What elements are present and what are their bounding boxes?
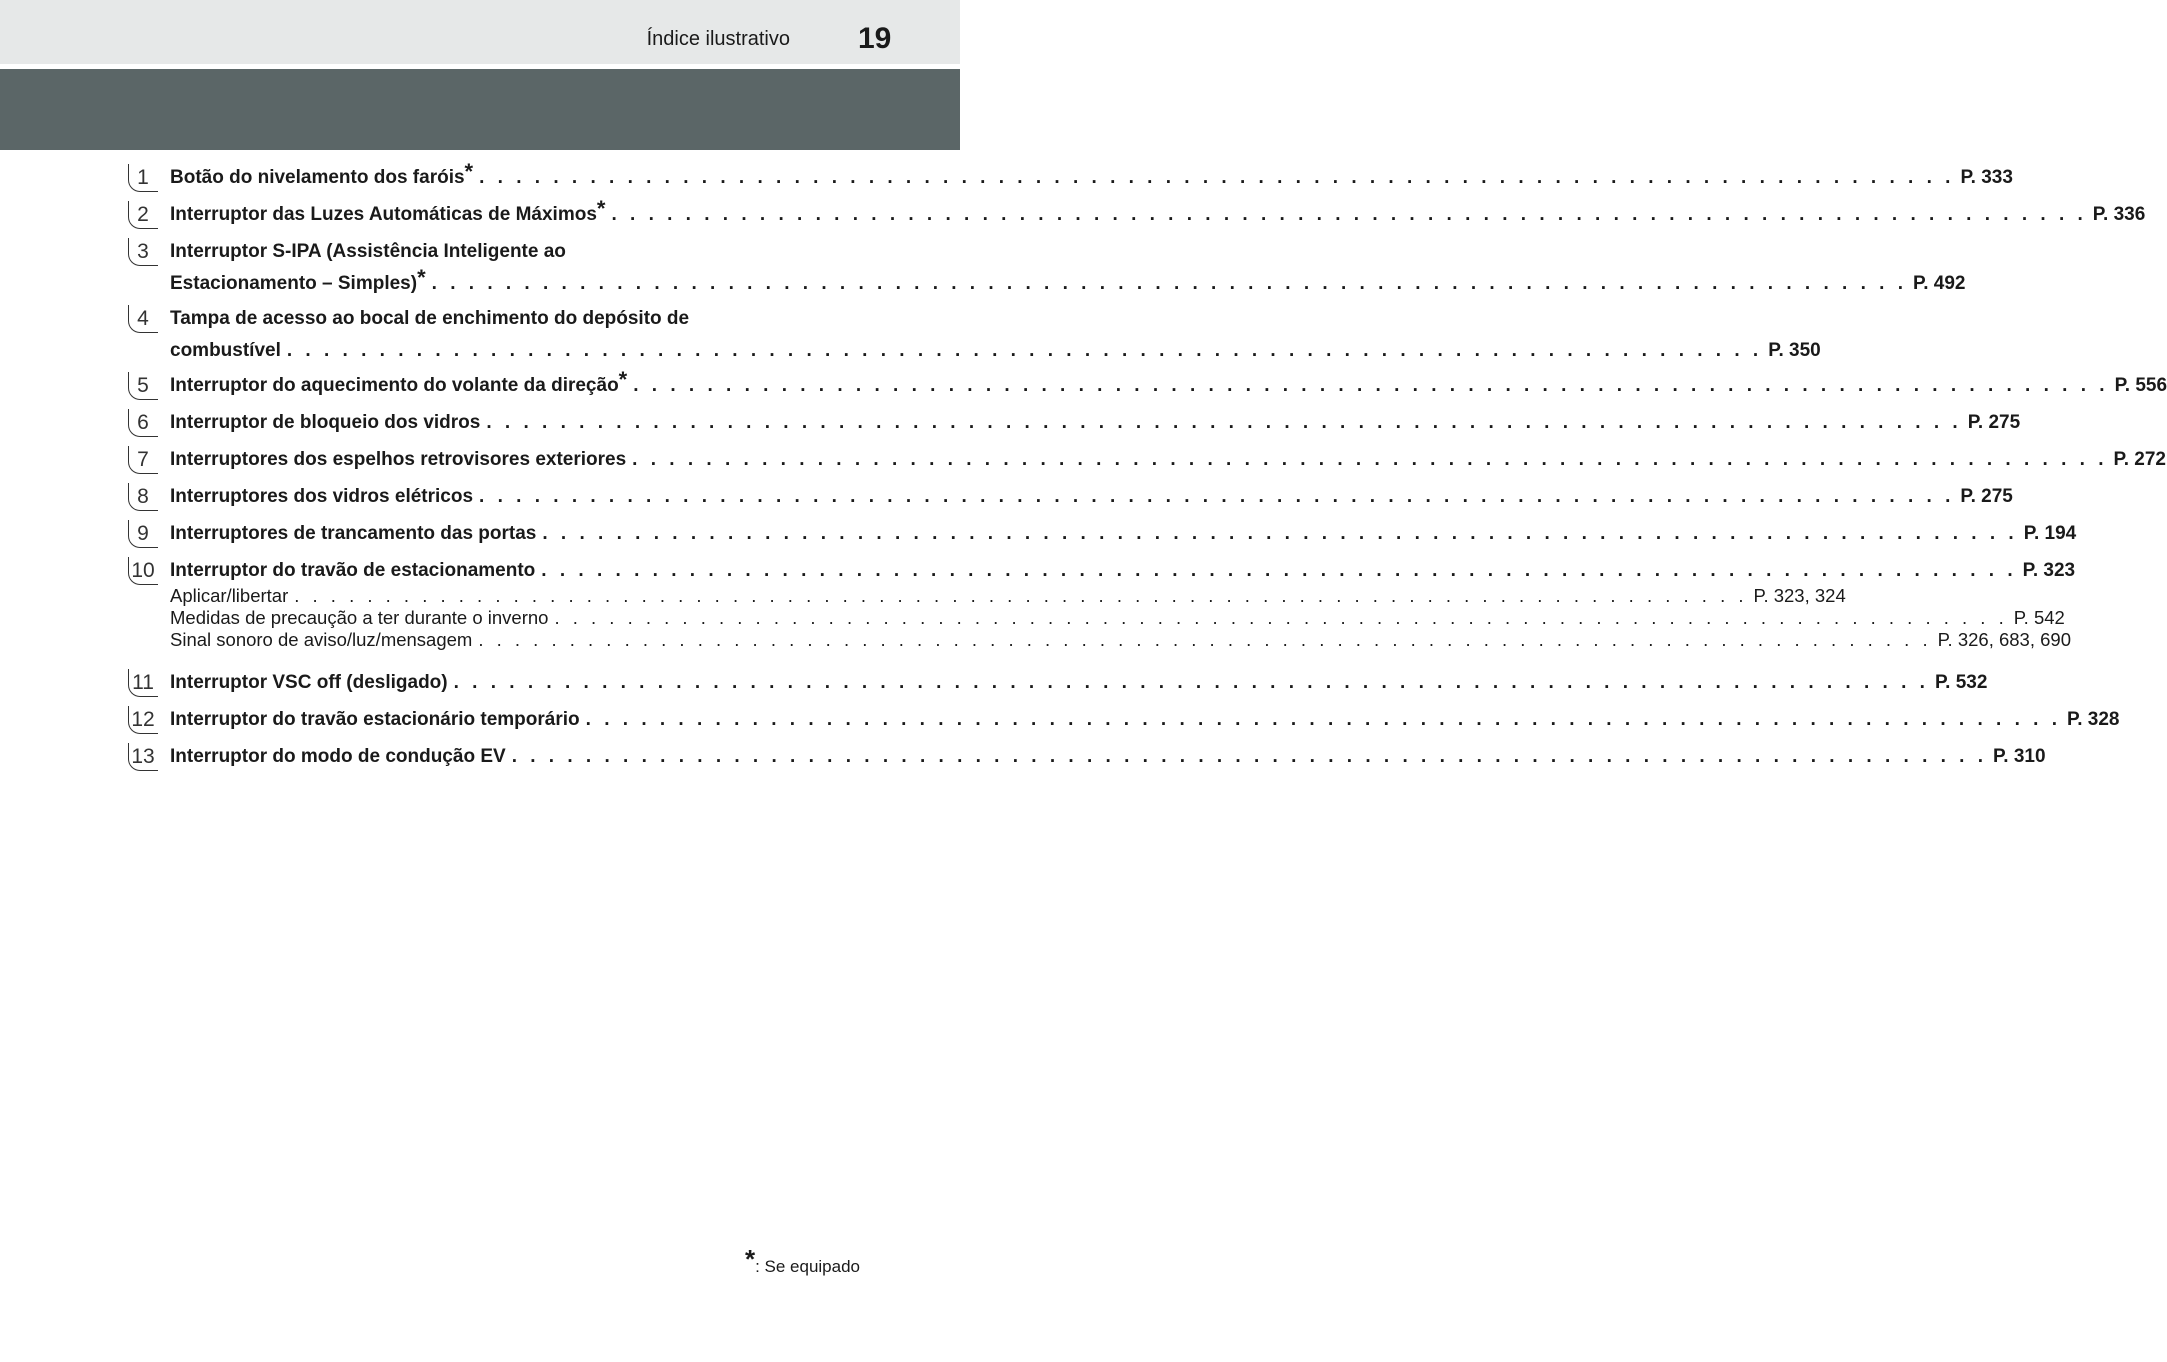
entry-number: 13 — [131, 745, 155, 768]
sub-entry-line — [170, 629, 2071, 651]
entry-line — [170, 708, 2120, 732]
dot-leader: . . . . . . . . . . . . . . . . . . . . . . . . . . . . . . . . . . . . . . . . . . . . . . . . . . . . . . . . . . . . . . . . . . . . . . . . . . . . . . . . — [554, 607, 2008, 628]
entry-line — [170, 411, 2021, 435]
page-reference: P. 275 — [1960, 486, 2013, 507]
entry-text: Interruptor S-IPA (Assistência Inteligente ao — [170, 241, 566, 262]
entry-text: Interruptores de trancamento das portas — [170, 523, 537, 544]
entry-number-badge — [128, 371, 158, 401]
page-reference: P. 326, 683, 690 — [1937, 629, 2071, 650]
equipment-star: * — [618, 367, 628, 392]
entry-number: 9 — [137, 522, 149, 545]
entry-text: Interruptor do aquecimento do volante da direção — [170, 375, 619, 396]
entry-line — [170, 196, 2146, 227]
entry-number: 3 — [137, 240, 149, 263]
entry-text: Sinal sonoro de aviso/luz/mensagem — [170, 629, 473, 650]
entry-number: 1 — [137, 166, 149, 189]
entry-text: combustível — [170, 340, 281, 361]
entry-number-badge — [128, 742, 158, 772]
entry-number-badge — [128, 705, 158, 735]
equipment-star: * — [417, 265, 426, 290]
entry-line — [170, 307, 826, 331]
entry-text: Aplicar/libertar — [170, 585, 289, 606]
page-reference: P. 350 — [1768, 340, 1821, 361]
dot-leader: . . . . . . . . . . . . . . . . . . . . . . . . . . . . . . . . . . . . . . . . . . . . . . . . . . . . . . . . . . . . . . . . . . . . . . . . . . . . . . . . — [542, 523, 2018, 544]
entry-number-badge — [128, 237, 158, 267]
sub-entry-line — [170, 607, 2065, 629]
entry-text: Medidas de precaução a ter durante o inverno — [170, 607, 549, 628]
page-reference: P. 272 — [2113, 449, 2166, 470]
dot-leader: . . . . . . . . . . . . . . . . . . . . . . . . . . . . . . . . . . . . . . . . . . . . . . . . . . . . . . . . . . . . . . . . . . . . . . . . . . . . . . . . — [453, 672, 1929, 693]
entry-number: 10 — [131, 559, 155, 582]
entry-number-badge — [128, 200, 158, 230]
dot-leader: . . . . . . . . . . . . . . . . . . . . . . . . . . . . . . . . . . . . . . . . . . . . . . . . . . . . . . . . . . . . . . . . . . . . . . . . . . . . . . . . — [585, 709, 2061, 730]
page-reference: P. 323 — [2022, 560, 2076, 581]
entry-text: Interruptor das Luzes Automáticas de Máximos — [170, 204, 597, 225]
entry-text: Interruptor de bloqueio dos vidros — [170, 412, 481, 433]
dot-leader: . . . . . . . . . . . . . . . . . . . . . . . . . . . . . . . . . . . . . . . . . . . . . . . . . . . . . . . . . . . . . . . . . . . . . . . . . . . . . . . . — [633, 375, 2109, 396]
dot-leader: . . . . . . . . . . . . . . . . . . . . . . . . . . . . . . . . . . . . . . . . . . . . . . . . . . . . . . . . . . . . . . . . . . . . . . . . . . . . . . . . — [294, 585, 1748, 606]
entry-number: 8 — [137, 485, 149, 508]
footnote-star: * — [744, 1244, 756, 1274]
entry-line — [170, 159, 2013, 190]
dot-leader: . . . . . . . . . . . . . . . . . . . . . . . . . . . . . . . . . . . . . . . . . . . . . . . . . . . . . . . . . . . . . . . . . . . . . . . . . . . . . . . . — [632, 449, 2108, 470]
entry-number-badge — [128, 304, 158, 334]
page-reference: P. 492 — [1912, 273, 1966, 294]
entry-number-badge — [128, 668, 158, 698]
entry-line — [170, 485, 2013, 509]
page-reference: P. 556 — [2114, 375, 2167, 396]
entry-line — [170, 240, 826, 264]
illustration-band — [0, 69, 960, 150]
entry-text: Estacionamento – Simples) — [170, 273, 418, 294]
entry-line — [170, 522, 2077, 546]
entry-line — [170, 671, 1988, 695]
entry-number-badge — [128, 163, 158, 193]
entry-text: Tampa de acesso ao bocal de enchimento do depósito de — [170, 308, 690, 329]
entry-line — [170, 367, 2167, 398]
page-reference: P. 323, 324 — [1753, 585, 1846, 606]
entry-line — [170, 559, 2076, 583]
section-title: Índice ilustrativo — [646, 28, 790, 50]
entry-number: 11 — [132, 671, 154, 694]
entry-number-badge — [128, 408, 158, 438]
page-reference: P. 275 — [1967, 412, 2021, 433]
dot-leader: . . . . . . . . . . . . . . . . . . . . . . . . . . . . . . . . . . . . . . . . . . . . . . . . . . . . . . . . . . . . . . . . . . . . . . . . . . . . . . . . — [478, 629, 1932, 650]
footnote-text: : Se equipado — [755, 1257, 860, 1276]
equipment-star: * — [464, 159, 474, 184]
dot-leader: . . . . . . . . . . . . . . . . . . . . . . . . . . . . . . . . . . . . . . . . . . . . . . . . . . . . . . . . . . . . . . . . . . . . . . . . . . . . . . . . — [286, 340, 1763, 361]
entry-line — [170, 265, 1966, 296]
entry-number-badge — [128, 556, 158, 586]
entry-number-badge — [128, 519, 158, 549]
sub-entry-line — [170, 585, 1846, 607]
dot-leader: . . . . . . . . . . . . . . . . . . . . . . . . . . . . . . . . . . . . . . . . . . . . . . . . . . . . . . . . . . . . . . . . . . . . . . . . . . . . . . . . — [486, 412, 1962, 433]
page-reference: P. 333 — [1960, 167, 2013, 188]
dot-leader: . . . . . . . . . . . . . . . . . . . . . . . . . . . . . . . . . . . . . . . . . . . . . . . . . . . . . . . . . . . . . . . . . . . . . . . . . . . . . . . . — [479, 167, 1955, 188]
entry-text: Interruptor do travão de estacionamento — [170, 560, 536, 581]
entry-line — [170, 448, 2166, 472]
equipment-star: * — [596, 196, 606, 221]
entry-text: Interruptores dos espelhos retrovisores exteriores — [170, 449, 627, 470]
entry-number: 4 — [137, 307, 149, 330]
entry-number: 12 — [131, 708, 155, 731]
entry-text: Botão do nivelamento dos faróis — [170, 167, 465, 188]
header-band — [0, 0, 960, 64]
page-reference: P. 336 — [2092, 204, 2146, 225]
entry-text: Interruptor VSC off (desligado) — [170, 672, 448, 693]
entry-text: Interruptores dos vidros elétricos — [170, 486, 474, 507]
page-reference: P. 328 — [2066, 709, 2120, 730]
footnote — [744, 1244, 860, 1279]
page-reference: P. 194 — [2023, 523, 2077, 544]
dot-leader: . . . . . . . . . . . . . . . . . . . . . . . . . . . . . . . . . . . . . . . . . . . . . . . . . . . . . . . . . . . . . . . . . . . . . . . . . . . . . . . . — [431, 273, 1907, 294]
entry-number: 6 — [137, 411, 149, 434]
entry-number-badge — [128, 482, 158, 512]
entry-line — [170, 745, 2046, 769]
dot-leader: . . . . . . . . . . . . . . . . . . . . . . . . . . . . . . . . . . . . . . . . . . . . . . . . . . . . . . . . . . . . . . . . . . . . . . . . . . . . . . . . — [541, 560, 2017, 581]
dot-leader: . . . . . . . . . . . . . . . . . . . . . . . . . . . . . . . . . . . . . . . . . . . . . . . . . . . . . . . . . . . . . . . . . . . . . . . . . . . . . . . . — [611, 204, 2087, 225]
entry-line — [170, 339, 1821, 363]
entry-number-badge — [128, 445, 158, 475]
entry-number: 7 — [137, 448, 149, 471]
entry-number: 2 — [137, 203, 149, 226]
entry-text: Interruptor do travão estacionário temporário — [170, 709, 580, 730]
dot-leader: . . . . . . . . . . . . . . . . . . . . . . . . . . . . . . . . . . . . . . . . . . . . . . . . . . . . . . . . . . . . . . . . . . . . . . . . . . . . . . . . — [479, 486, 1955, 507]
page-number: 19 — [858, 22, 892, 55]
entry-number: 5 — [137, 374, 149, 397]
entry-text: Interruptor do modo de condução EV — [170, 746, 506, 767]
page-reference: P. 310 — [1993, 746, 2046, 767]
page-reference: P. 532 — [1934, 672, 1988, 693]
page-reference: P. 542 — [2013, 607, 2065, 628]
dot-leader: . . . . . . . . . . . . . . . . . . . . . . . . . . . . . . . . . . . . . . . . . . . . . . . . . . . . . . . . . . . . . . . . . . . . . . . . . . . . . . . . — [511, 746, 1988, 767]
